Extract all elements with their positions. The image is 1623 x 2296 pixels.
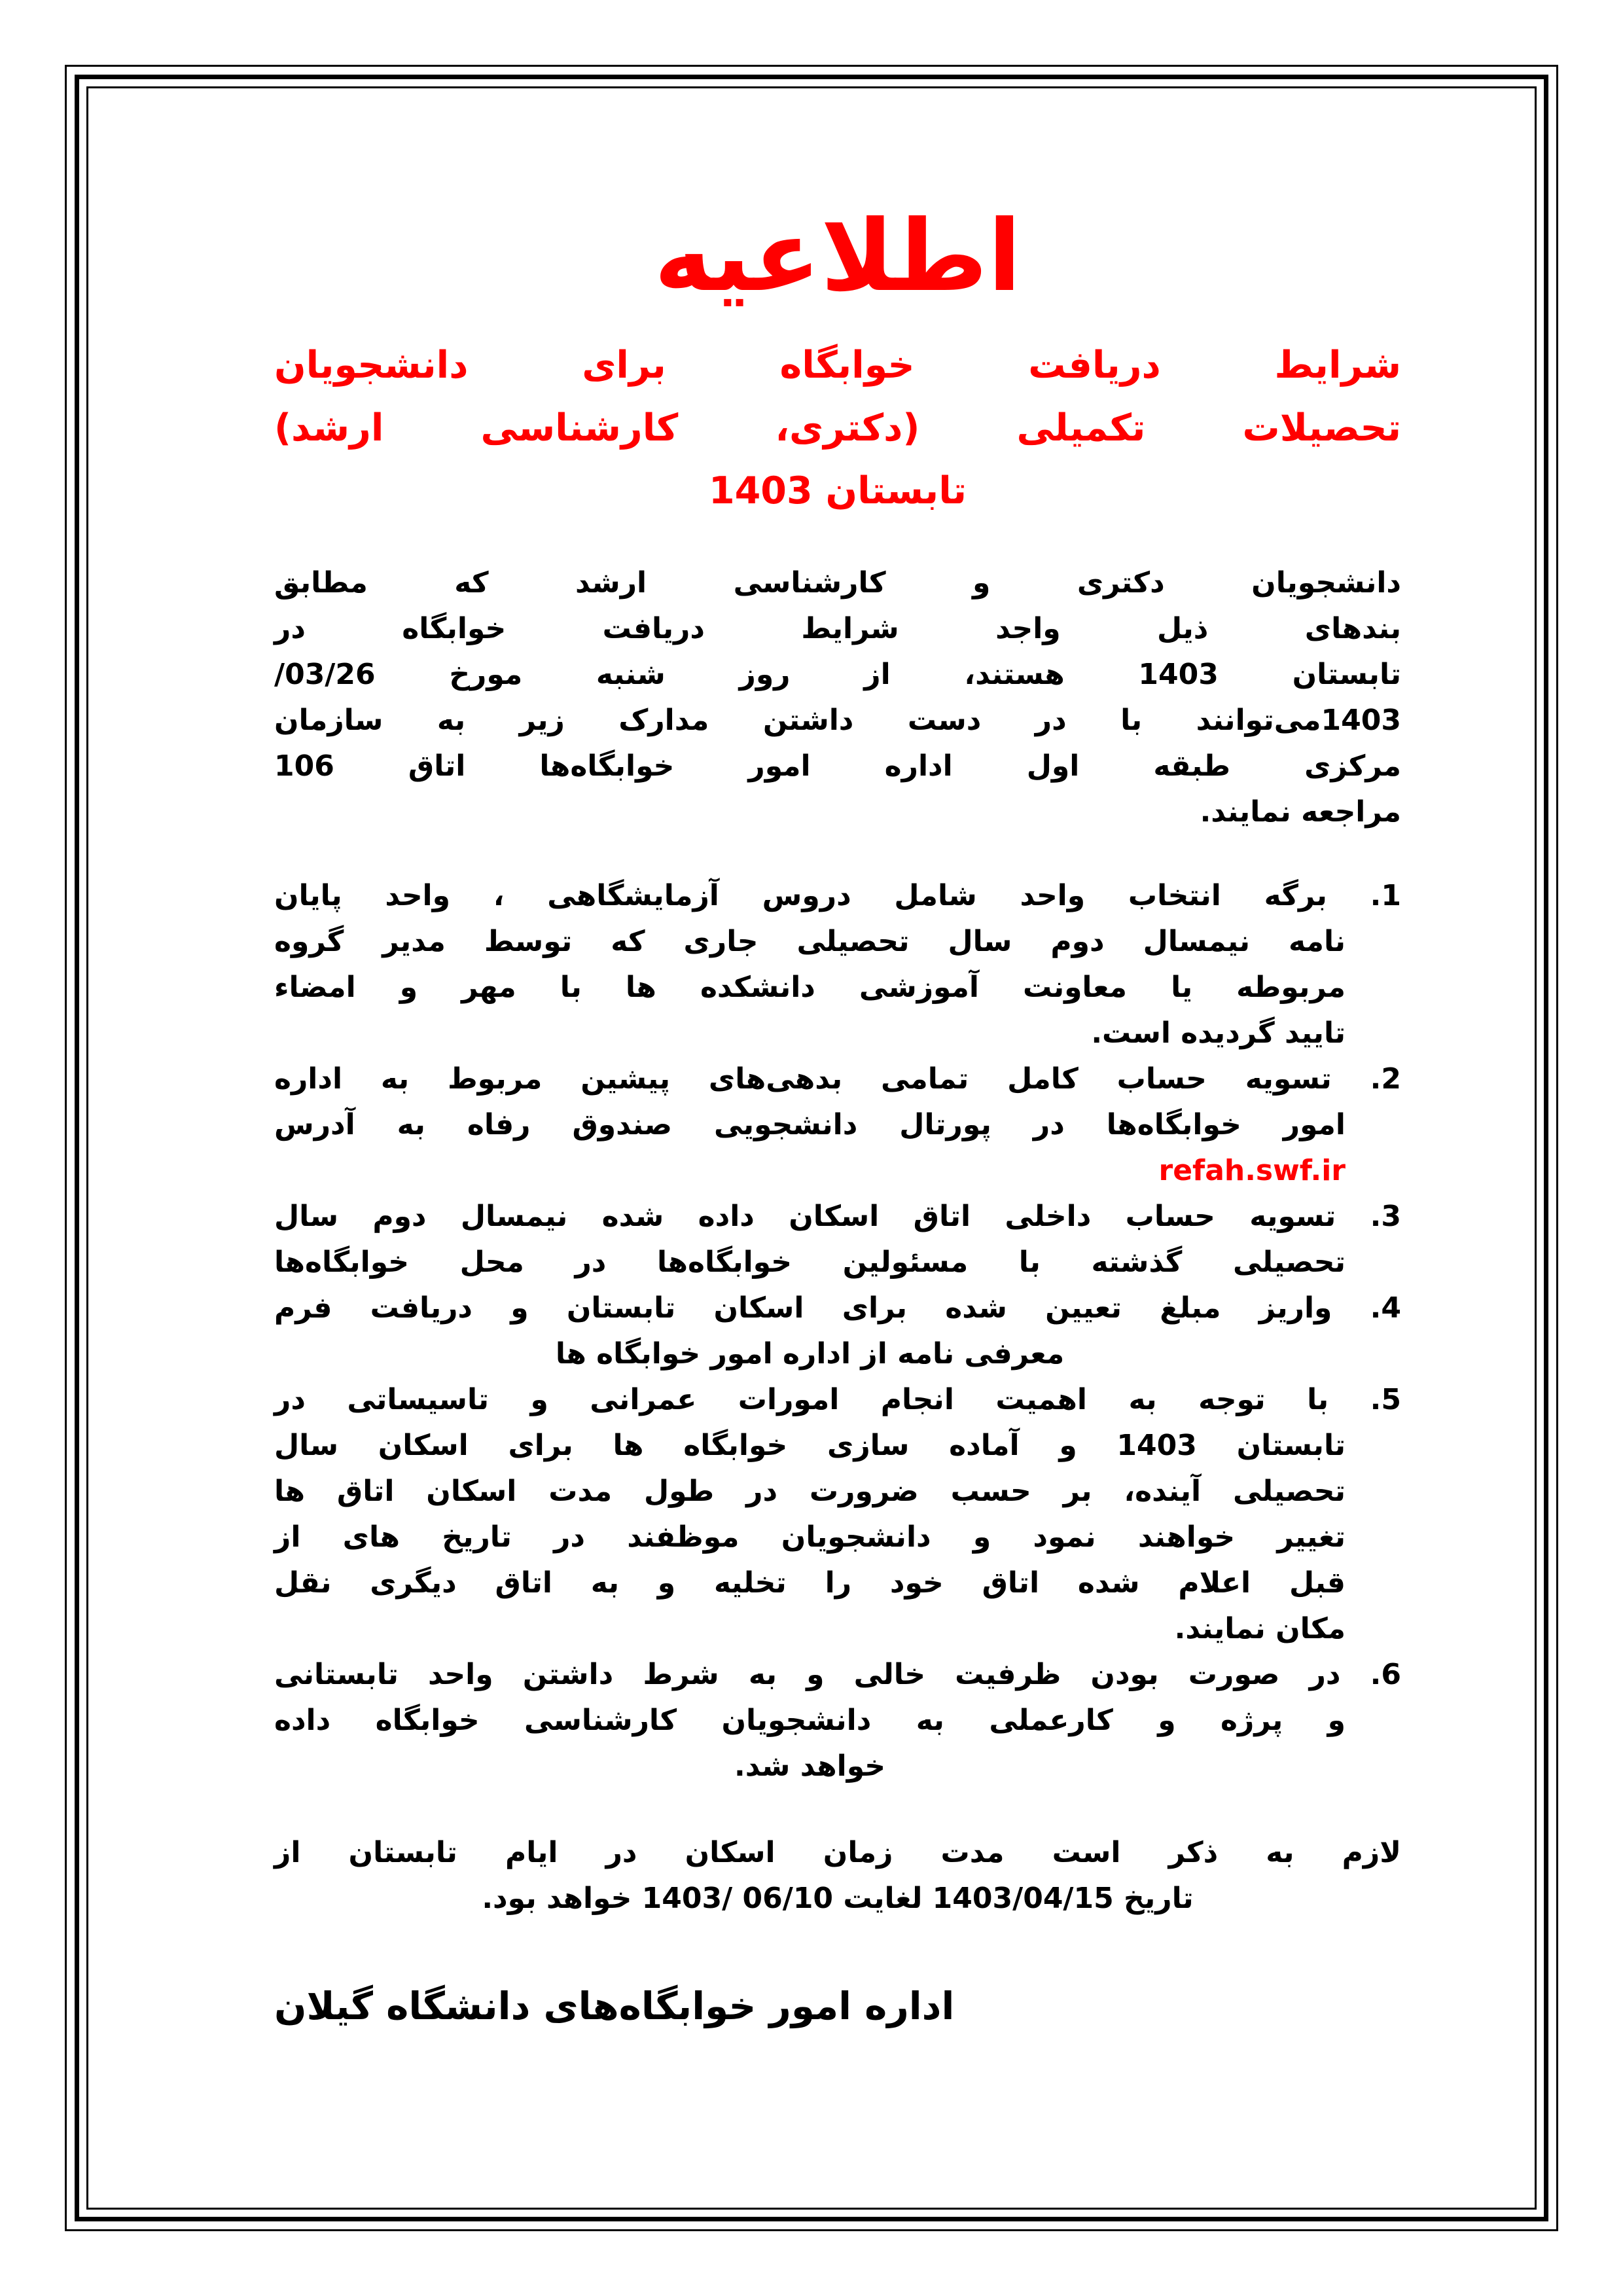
item-line: معرفی نامه از اداره امور خوابگاه ها bbox=[555, 1337, 1065, 1371]
intro-line: 1403می‌توانند با در دست داشتن مدارک زیر به سازمان bbox=[274, 704, 1401, 737]
list-item-1 bbox=[274, 873, 1401, 1056]
item-line: تحصیلی آینده، بر حسب ضرورت در طول مدت اسکان اتاق ها bbox=[274, 1475, 1346, 1508]
border-frame-inner bbox=[86, 86, 1537, 2210]
item-line: خواهد شد. bbox=[734, 1749, 886, 1783]
list-item-5 bbox=[274, 1377, 1401, 1652]
item-text: واریز مبلغ تعیین شده برای اسکان تابستان و دریافت فرم bbox=[274, 1291, 1332, 1325]
announcement-title: اطلاعیه bbox=[654, 200, 1022, 314]
item-text: با توجه به اهمیت انجام امورات عمرانی و تاسیساتی در bbox=[274, 1383, 1329, 1416]
intro-line: مراجعه نمایند. bbox=[1200, 795, 1401, 829]
intro-line: دانشجویان دکتری و کارشناسی ارشد که مطابق bbox=[274, 566, 1401, 600]
item-text: برگه انتخاب واحد شامل دروس آزمایشگاهی ، واحد پایان bbox=[274, 879, 1327, 912]
item-line bbox=[274, 1652, 1401, 1698]
signature-line: اداره امور خوابگاه‌های دانشگاه گیلان bbox=[274, 1984, 955, 2028]
item-line bbox=[274, 1056, 1401, 1102]
intro-line: بندهای ذیل واجد شرایط دریافت خوابگاه در bbox=[274, 612, 1401, 645]
intro-line: مرکزی طبقه اول اداره امور خوابگاه‌ها اتاق 106 bbox=[274, 749, 1401, 783]
border-frame-middle bbox=[75, 75, 1548, 2221]
item-number: 6. bbox=[1370, 1658, 1401, 1691]
item-line: تابستان 1403 و آماده سازی خوابگاه ها برای اسکان سال bbox=[274, 1429, 1346, 1462]
list-item-2 bbox=[274, 1056, 1401, 1194]
closing-note bbox=[274, 1830, 1401, 1922]
border-frame-outer bbox=[65, 65, 1558, 2231]
item-number: 5. bbox=[1370, 1383, 1401, 1416]
item-line bbox=[274, 1148, 1401, 1194]
item-line: تحصیلی گذشته با مسئولین خوابگاه‌ها در محل خوابگاه‌ها bbox=[274, 1246, 1346, 1279]
subtitle-line: تابستان 1403 bbox=[708, 469, 967, 512]
item-line bbox=[274, 1285, 1401, 1331]
item-line bbox=[274, 1194, 1401, 1240]
item-line: قبل اعلام شده اتاق خود را تخلیه و به اتاق دیگری نقل bbox=[274, 1566, 1346, 1600]
item-text: تسویه حساب داخلی اتاق اسکان داده شده نیمسال دوم سال bbox=[274, 1200, 1336, 1233]
closing-line: تاریخ 1403/04/15 لغایت 06/10 /1403 خواهد بود. bbox=[482, 1882, 1194, 1915]
item-number: 1. bbox=[1370, 879, 1401, 912]
closing-line: لازم به ذکر است مدت زمان اسکان در ایام تابستان از bbox=[274, 1836, 1401, 1869]
refah-portal-link[interactable]: refah.swf.ir bbox=[1158, 1154, 1346, 1187]
item-number: 3. bbox=[1370, 1200, 1401, 1233]
item-line bbox=[274, 1377, 1401, 1423]
item-number: 2. bbox=[1370, 1062, 1402, 1096]
item-line: نامه نیمسال دوم سال تحصیلی جاری که توسط مدیر گروه bbox=[274, 925, 1346, 958]
intro-line: تابستان 1403 هستند، از روز شنبه مورخ 03/26/ bbox=[274, 658, 1401, 691]
requirements-list bbox=[274, 873, 1401, 1789]
subtitle-line: تحصیلات تکمیلی (دکتری، کارشناسی ارشد) bbox=[274, 406, 1401, 450]
item-number: 4. bbox=[1370, 1291, 1401, 1325]
intro-paragraph bbox=[274, 560, 1401, 835]
list-item-3 bbox=[274, 1194, 1401, 1285]
list-item-4 bbox=[274, 1285, 1401, 1377]
item-line: تغییر خواهند نمود و دانشجویان موظفند در تاریخ های از bbox=[274, 1520, 1346, 1554]
item-line: مربوطه یا معاونت آموزشی دانشکده ها با مهر و امضاء bbox=[274, 971, 1346, 1004]
page-content bbox=[88, 88, 1535, 2208]
subtitle-line: شرایط دریافت خوابگاه برای دانشجویان bbox=[274, 344, 1401, 387]
item-text: در صورت بودن ظرفیت خالی و به شرط داشتن واحد تابستانی bbox=[274, 1658, 1341, 1691]
item-line: و پرژه و کارعملی به دانشجویان کارشناسی خوابگاه داده bbox=[274, 1704, 1346, 1737]
item-line: مکان نمایند. bbox=[1174, 1612, 1346, 1645]
list-item-6 bbox=[274, 1652, 1401, 1789]
item-line: تایید گردیده است. bbox=[1091, 1016, 1346, 1050]
item-line bbox=[274, 873, 1401, 919]
announcement-subtitle bbox=[274, 334, 1401, 522]
item-line: امور خوابگاه‌ها در پورتال دانشجویی صندوق رفاه به آدرس bbox=[274, 1108, 1346, 1141]
item-text: تسویه حساب کامل تمامی بدهی‌های پیشین مربوط به اداره bbox=[274, 1062, 1332, 1096]
